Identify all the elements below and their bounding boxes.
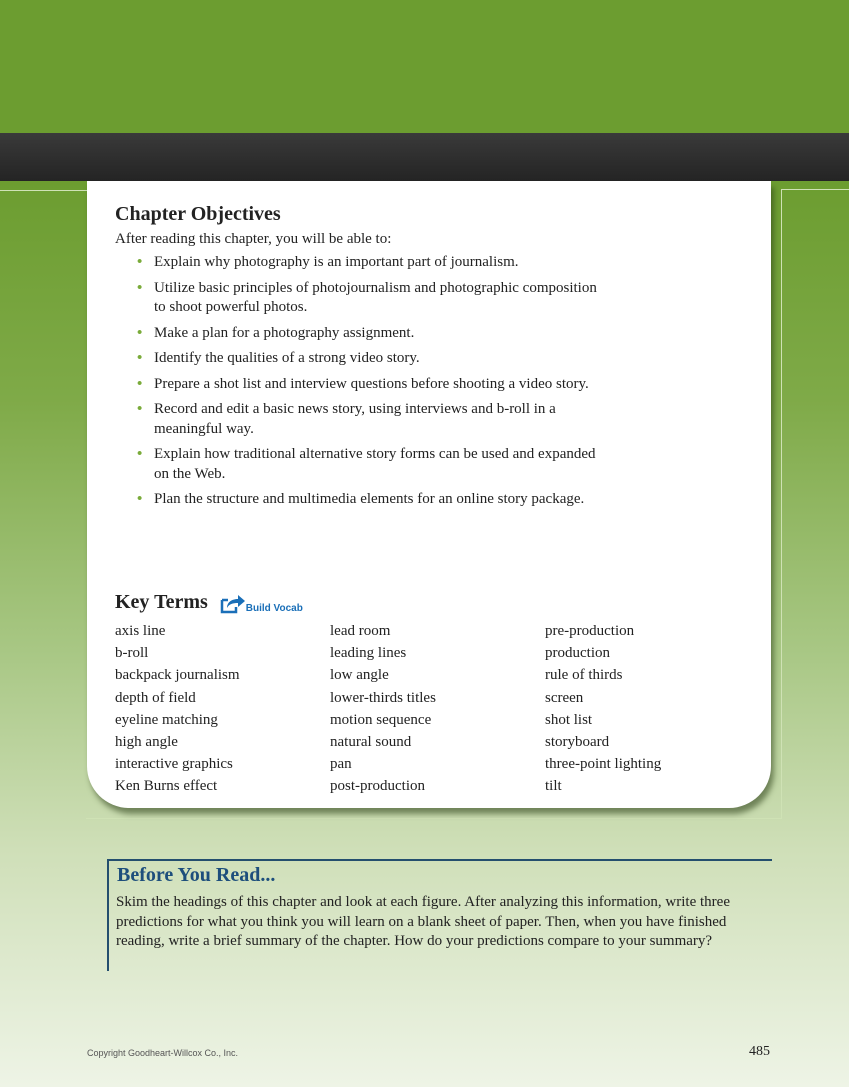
key-term: rule of thirds bbox=[545, 667, 623, 684]
objective-item bbox=[137, 490, 607, 510]
build-vocab-link[interactable]: Build Vocab bbox=[220, 594, 303, 614]
key-term: production bbox=[545, 645, 610, 662]
objective-text: Utilize basic principles of photojournalism and photographic composition to shoot powerful photos. bbox=[154, 279, 597, 315]
key-term: depth of field bbox=[115, 689, 196, 706]
objective-item bbox=[137, 349, 607, 369]
key-term: screen bbox=[545, 689, 584, 706]
divider bbox=[781, 189, 782, 819]
key-term: axis line bbox=[115, 623, 166, 639]
divider bbox=[86, 818, 781, 819]
key-term: three-point lighting bbox=[545, 756, 662, 773]
objective-text: Explain why photography is an important part of journalism. bbox=[154, 254, 519, 270]
bullet-icon: • bbox=[137, 446, 143, 462]
key-term: lead room bbox=[330, 623, 391, 639]
before-you-read-box bbox=[107, 859, 772, 971]
objective-text: Record and edit a basic news story, using interviews and b-roll in a meaningful way. bbox=[154, 401, 556, 437]
bullet-icon: • bbox=[137, 254, 143, 270]
divider bbox=[781, 189, 849, 190]
objective-item bbox=[137, 400, 607, 439]
key-term: tilt bbox=[545, 778, 562, 795]
objective-text: Identify the qualities of a strong video story. bbox=[154, 350, 420, 366]
key-term: post-production bbox=[330, 778, 425, 795]
objective-text: Make a plan for a photography assignment. bbox=[154, 324, 415, 341]
share-arrow-icon bbox=[220, 594, 246, 614]
header-band bbox=[0, 133, 849, 181]
key-term: storyboard bbox=[545, 734, 610, 751]
key-term: pre-production bbox=[545, 623, 635, 639]
key-term: eyeline matching bbox=[115, 711, 218, 728]
key-term: natural sound bbox=[330, 734, 412, 751]
before-you-read-text: Skim the headings of this chapter and look at each figure. After analyzing this information, write three predictions for what you think you will learn on a blank sheet of paper. Then, when you have finished reading, write a brief summary of the chapter. How do your predictions compare to your summary? bbox=[116, 894, 730, 949]
bullet-icon: • bbox=[137, 375, 143, 392]
bullet-icon: • bbox=[137, 401, 143, 417]
divider bbox=[0, 190, 87, 191]
key-terms-title: Key Terms bbox=[115, 591, 208, 613]
objectives-intro: After reading this chapter, you will be able to: bbox=[115, 231, 392, 247]
key-term: Ken Burns effect bbox=[115, 778, 218, 795]
key-term: backpack journalism bbox=[115, 667, 240, 684]
objective-item bbox=[137, 253, 607, 273]
key-term: shot list bbox=[545, 711, 593, 728]
objective-item bbox=[137, 445, 607, 484]
objective-text: Prepare a shot list and interview questions before shooting a video story. bbox=[154, 375, 589, 392]
objective-text: Plan the structure and multimedia elements for an online story package. bbox=[154, 491, 585, 507]
key-terms-grid bbox=[115, 620, 760, 798]
objective-item bbox=[137, 375, 607, 395]
objective-item bbox=[137, 324, 607, 344]
page-number: 485 bbox=[749, 1044, 770, 1059]
objective-item bbox=[137, 279, 607, 318]
key-term: high angle bbox=[115, 734, 178, 751]
key-terms-header bbox=[115, 591, 303, 614]
copyright: Copyright Goodheart-Willcox Co., Inc. bbox=[87, 1048, 239, 1058]
bullet-icon: • bbox=[137, 324, 143, 341]
bullet-icon: • bbox=[137, 350, 143, 366]
key-term: low angle bbox=[330, 667, 389, 684]
before-you-read-title: Before You Read... bbox=[117, 864, 276, 886]
bullet-icon: • bbox=[137, 279, 143, 296]
bullet-icon: • bbox=[137, 491, 143, 507]
objectives-title: Chapter Objectives bbox=[115, 203, 281, 225]
key-term: pan bbox=[330, 756, 352, 773]
key-term: interactive graphics bbox=[115, 756, 233, 773]
key-term: b-roll bbox=[115, 645, 149, 662]
objective-text: Explain how traditional alternative story forms can be used and expanded on the Web. bbox=[154, 446, 596, 482]
key-term: lower-thirds titles bbox=[330, 689, 436, 706]
objectives-card bbox=[87, 181, 771, 808]
key-term: leading lines bbox=[330, 645, 407, 662]
objectives-list bbox=[137, 253, 607, 516]
key-term: motion sequence bbox=[330, 711, 432, 728]
